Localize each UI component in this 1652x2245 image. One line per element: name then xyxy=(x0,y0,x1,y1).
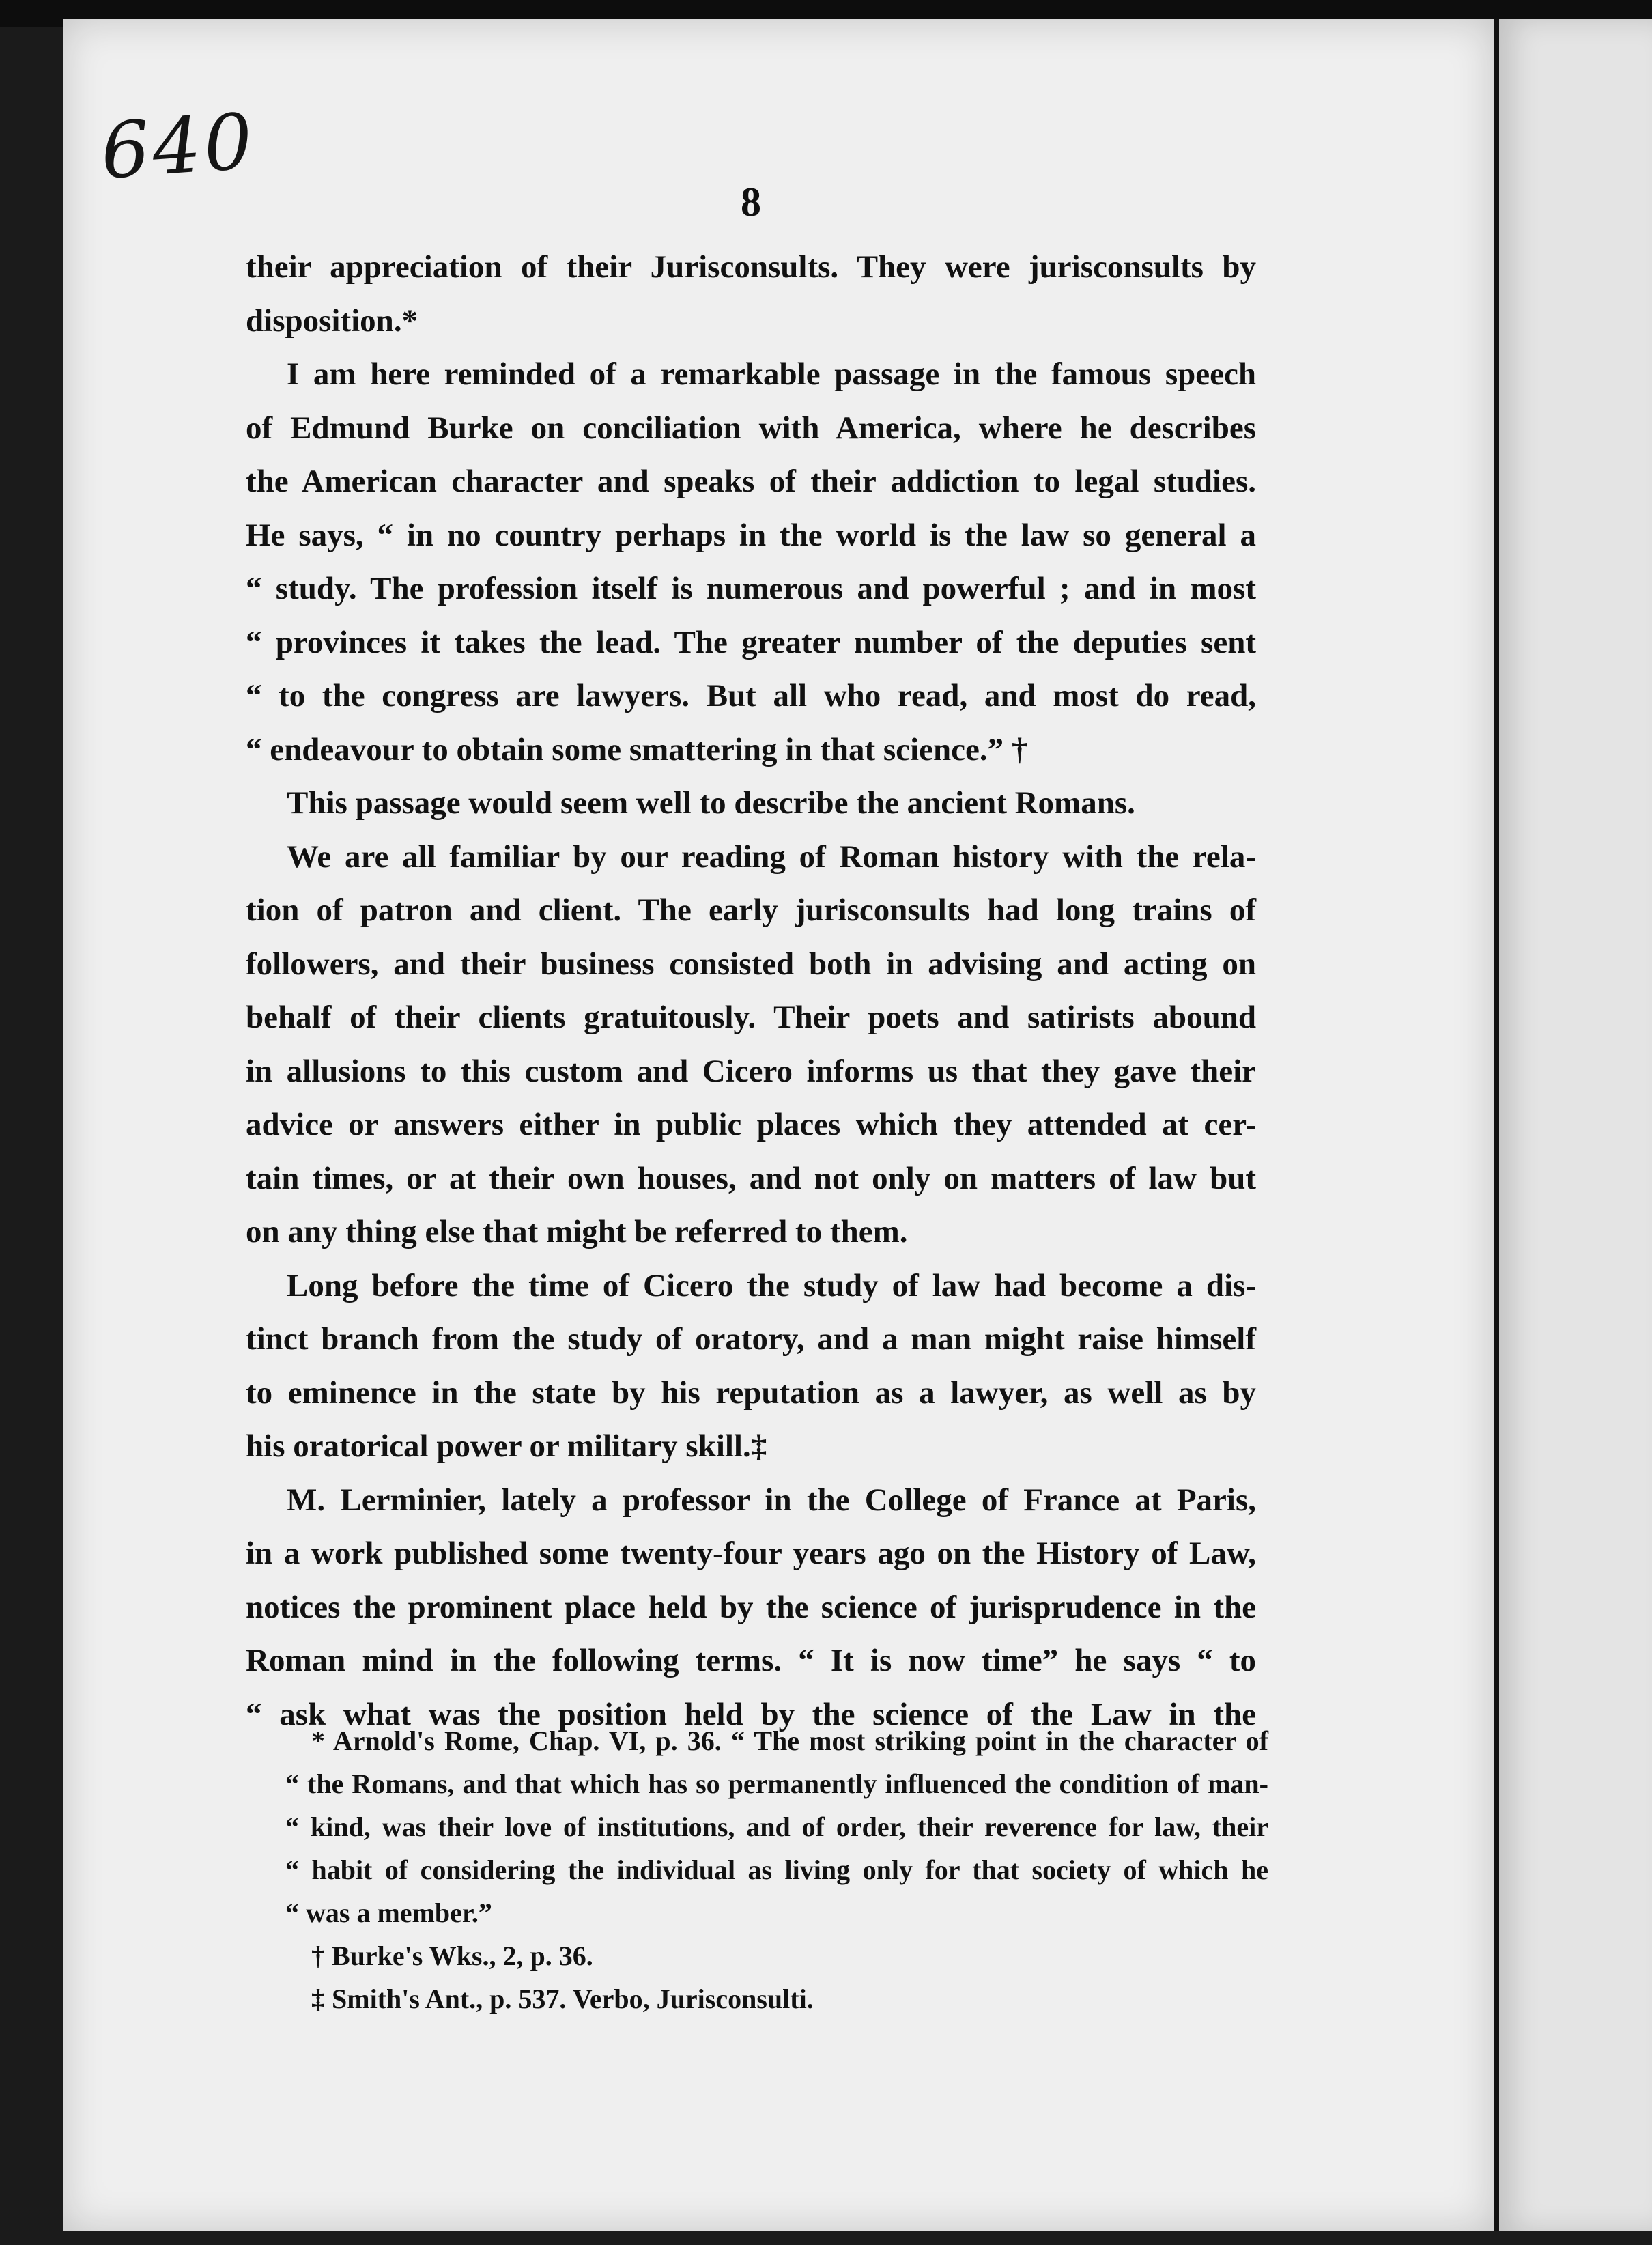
footnote-line: ‡ Smith's Ant., p. 537. Verbo, Jurisconsulti. xyxy=(311,1983,814,2014)
text-line: “ provinces it takes the lead. The greater number of the deputies sent xyxy=(246,624,1256,660)
text-line: We are all familiar by our reading of Roman history with the rela- xyxy=(287,838,1256,875)
text-line: in a work published some twenty-four years ago on the History of Law, xyxy=(246,1536,1256,1571)
text-line: Roman mind in the following terms. “ It is now time” he says “ to xyxy=(246,1643,1256,1678)
text-line: He says, “ in no country perhaps in the world is the law so general a xyxy=(246,517,1256,553)
footnote-line: “ was a member.” xyxy=(285,1897,492,1928)
text-line: tain times, or at their own houses, and not only on matters of law but xyxy=(246,1160,1256,1196)
text-line: of Edmund Burke on conciliation with America, where he describes xyxy=(246,410,1256,446)
body-text xyxy=(246,240,1256,1741)
text-line: “ ask what was the position held by the science of the Law in the xyxy=(246,1696,1256,1732)
text-line: “ endeavour to obtain some smattering in that science.” † xyxy=(246,731,1028,767)
handwritten-folio-number: 640 xyxy=(98,97,259,197)
text-line: their appreciation of their Jurisconsults. They were jurisconsults by xyxy=(246,249,1256,285)
footnote-line: “ the Romans, and that which has so permanently influenced the condition of man- xyxy=(285,1768,1268,1799)
text-line: disposition.* xyxy=(246,302,418,339)
footnote-line: † Burke's Wks., 2, p. 36. xyxy=(311,1940,593,1971)
text-line: M. Lerminier, lately a professor in the College of France at Paris, xyxy=(287,1482,1256,1518)
text-line: tion of patron and client. The early jurisconsults had long trains of xyxy=(246,892,1256,928)
text-line: “ to the congress are lawyers. But all who read, and most do read, xyxy=(246,678,1256,714)
text-line: I am here reminded of a remarkable passage in the famous speech xyxy=(287,356,1256,392)
text-line: his oratorical power or military skill.‡ xyxy=(246,1428,767,1464)
text-line: advice or answers either in public places which they attended at cer- xyxy=(246,1107,1256,1142)
text-line: in allusions to this custom and Cicero informs us that they gave their xyxy=(246,1053,1256,1089)
page-number: 8 xyxy=(741,180,761,225)
text-line: behalf of their clients gratuitously. Their poets and satirists abound xyxy=(246,1000,1256,1035)
text-line: the American character and speaks of their addiction to legal studies. xyxy=(246,464,1256,499)
footnotes xyxy=(285,1719,1268,2020)
adjacent-page-edge xyxy=(1494,19,1652,2231)
text-line: “ study. The profession itself is numerous and powerful ; and in most xyxy=(246,571,1256,606)
text-line: Long before the time of Cicero the study of law had become a dis- xyxy=(287,1267,1256,1303)
footnote-line: “ habit of considering the individual as living only for that society of which he xyxy=(285,1854,1268,1885)
text-line: followers, and their business consisted both in advising and acting on xyxy=(246,946,1256,982)
text-line: notices the prominent place held by the science of jurisprudence in the xyxy=(246,1589,1256,1625)
footnote-line: “ kind, was their love of institutions, and of order, their reverence for law, their xyxy=(285,1811,1268,1842)
text-line: tinct branch from the study of oratory, and a man might raise himself xyxy=(246,1321,1256,1357)
text-line: This passage would seem well to describe the ancient Romans. xyxy=(287,785,1135,821)
text-line: on any thing else that might be referred to them. xyxy=(246,1214,908,1249)
footnote-line: * Arnold's Rome, Chap. VI, p. 36. “ The most striking point in the character of xyxy=(311,1725,1268,1756)
text-line: to eminence in the state by his reputation as a lawyer, as well as by xyxy=(246,1374,1256,1411)
